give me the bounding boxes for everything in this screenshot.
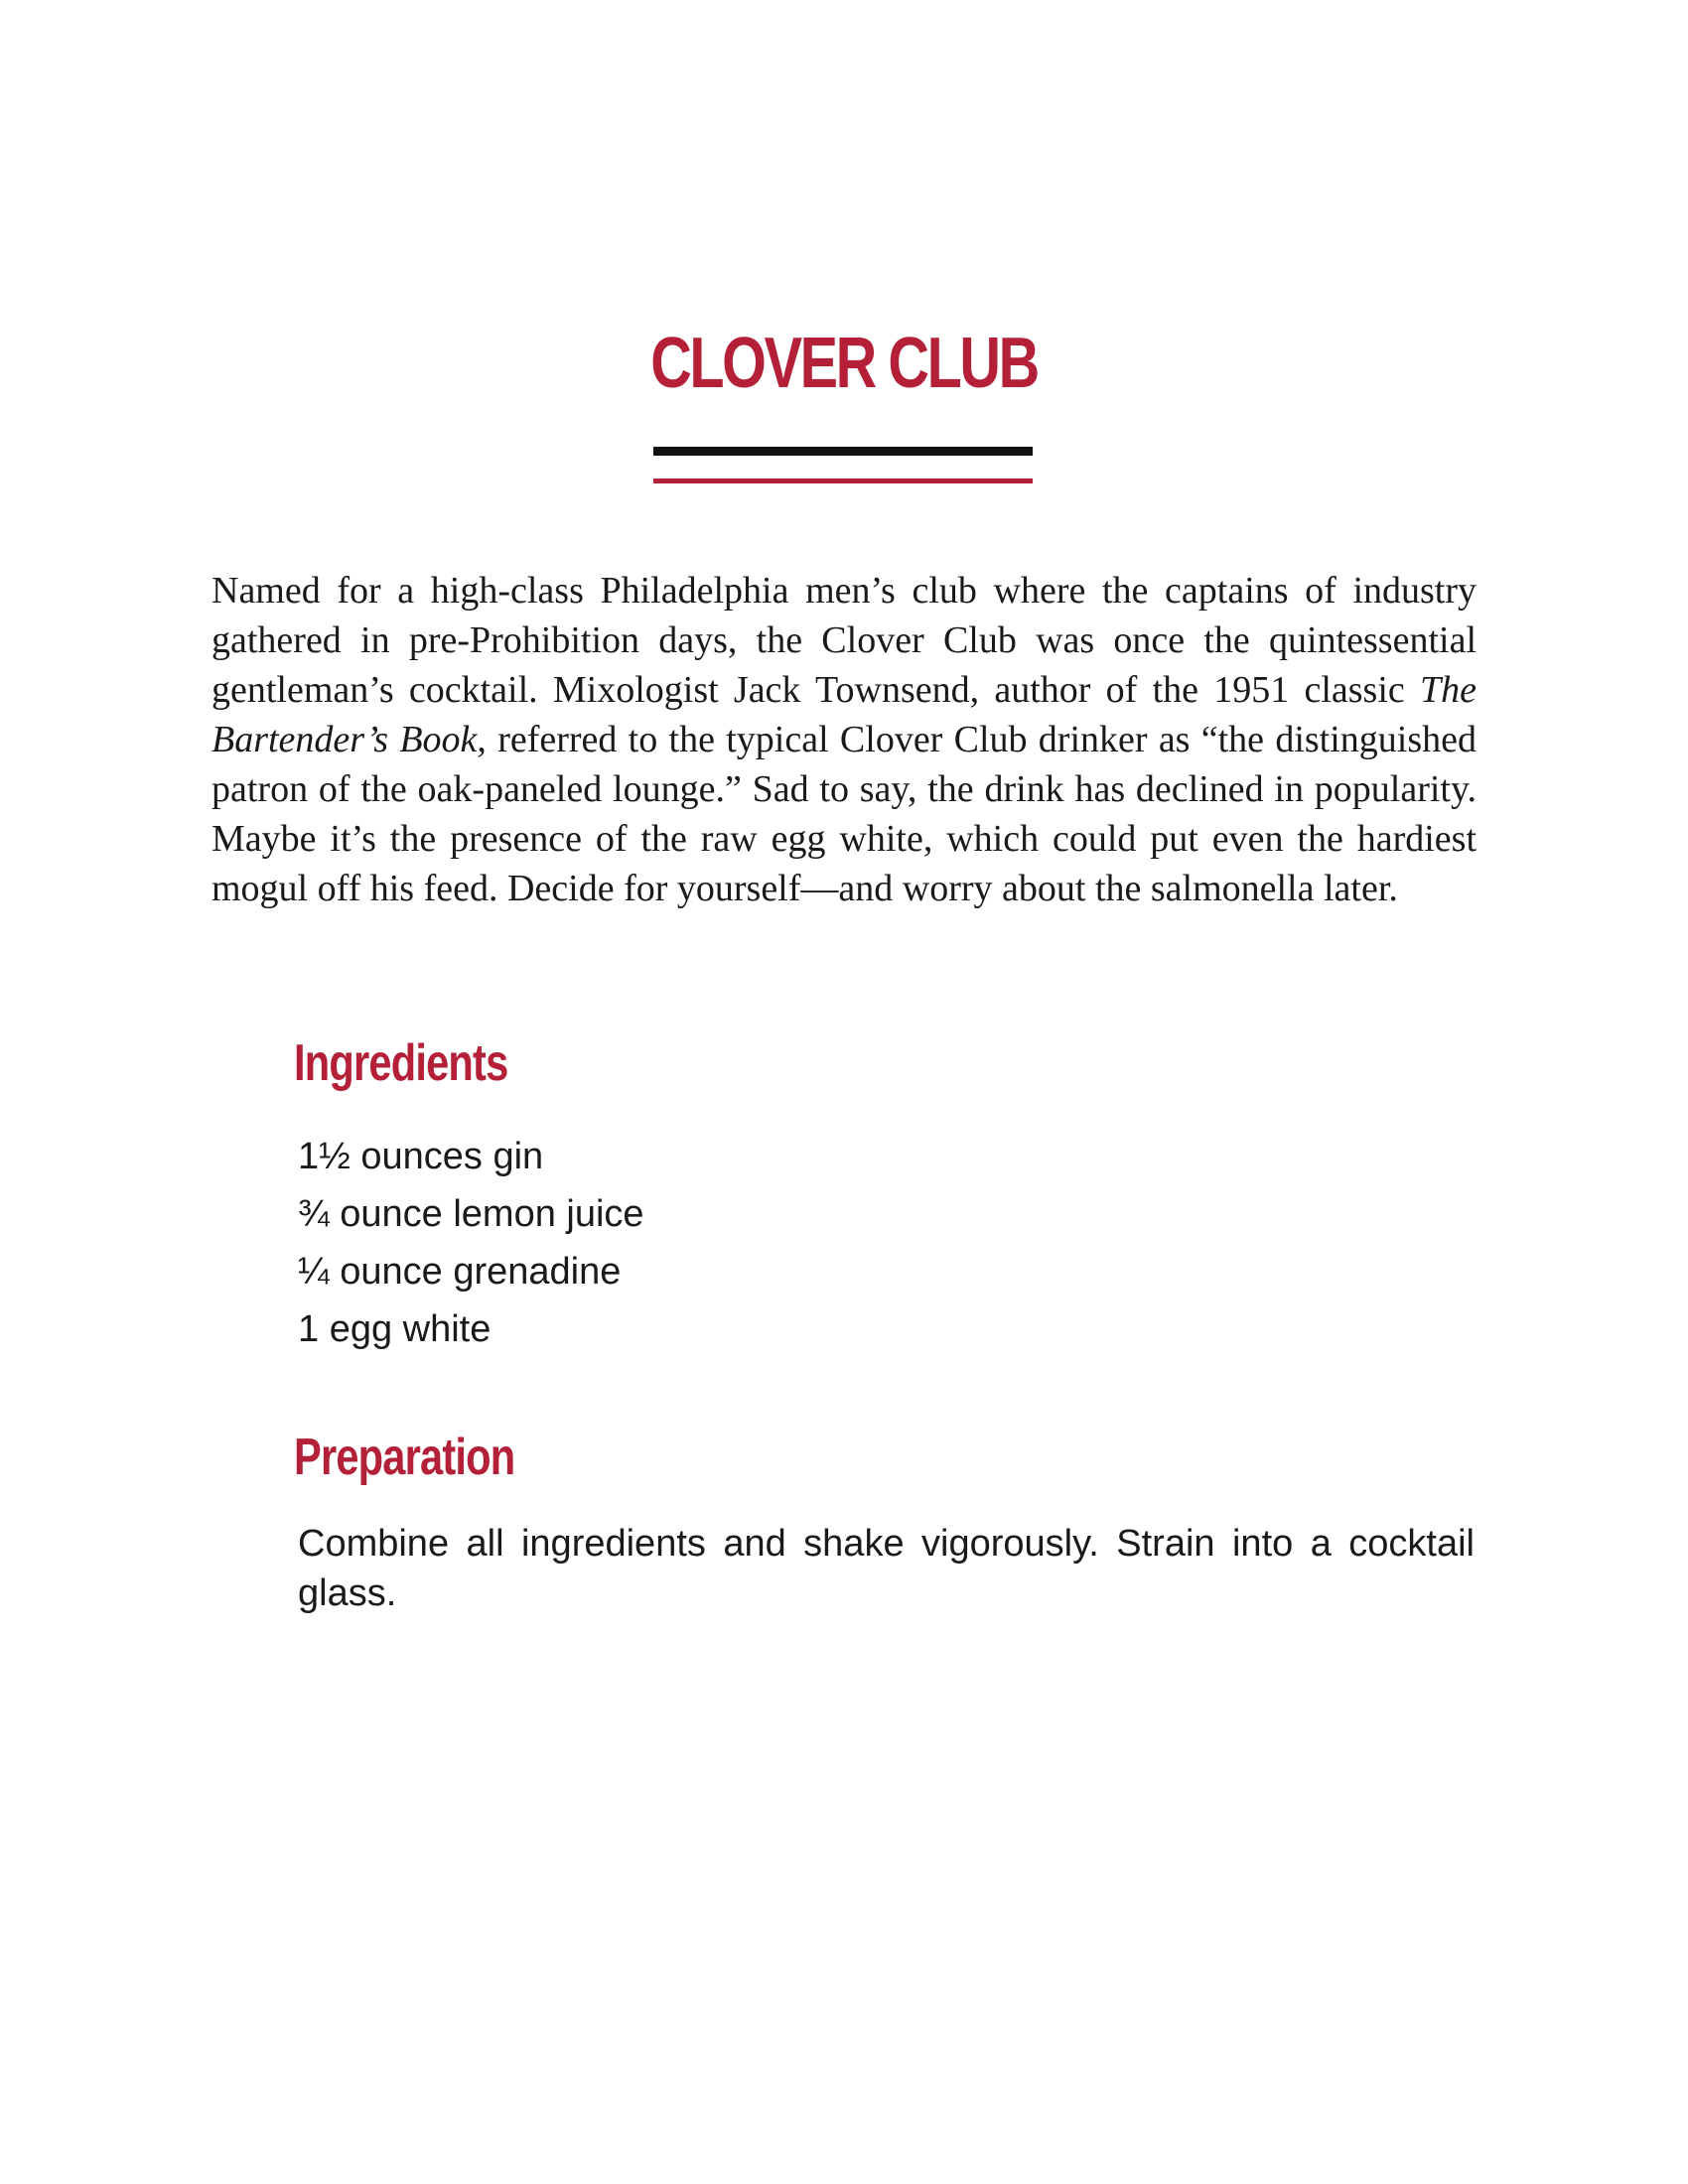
intro-text-start: Named for a high-class Philadelphia men’s club where the captains of industry gathered in pre-Prohibition days, the Clover Club was once the quintessential gentleman’s cocktail. Mixologist Jack Townsend, author of the 1951 classic — [211, 570, 1477, 711]
ingredients-heading: Ingredients — [294, 1034, 508, 1092]
book-title: The Bartender’s Book — [211, 669, 1477, 760]
ingredient-item: 1½ ounces gin — [298, 1136, 544, 1177]
title-divider-black — [653, 447, 1033, 456]
ingredient-item: ¼ ounce grenadine — [298, 1251, 622, 1293]
preparation-text: Combine all ingredients and shake vigorously. Strain into a cocktail glass. — [298, 1523, 1475, 1614]
title-divider-red — [653, 478, 1033, 483]
intro-paragraph — [211, 566, 1477, 913]
preparation-heading: Preparation — [294, 1429, 515, 1486]
recipe-title: CLOVER CLUB — [650, 324, 1038, 404]
ingredient-item: ¾ ounce lemon juice — [298, 1193, 644, 1235]
intro-text-end: , referred to the typical Clover Club drinker as “the distinguished patron of the oak-paneled lounge.” Sad to say, the drink has declined in popularity. Maybe it’s the presence of the raw egg white, which could put even the hardiest mogul off his feed. Decide for yourself—and worry about the salmonella later. — [211, 719, 1477, 909]
ingredient-item: 1 egg white — [298, 1308, 492, 1350]
ingredients-list — [298, 1128, 644, 1358]
